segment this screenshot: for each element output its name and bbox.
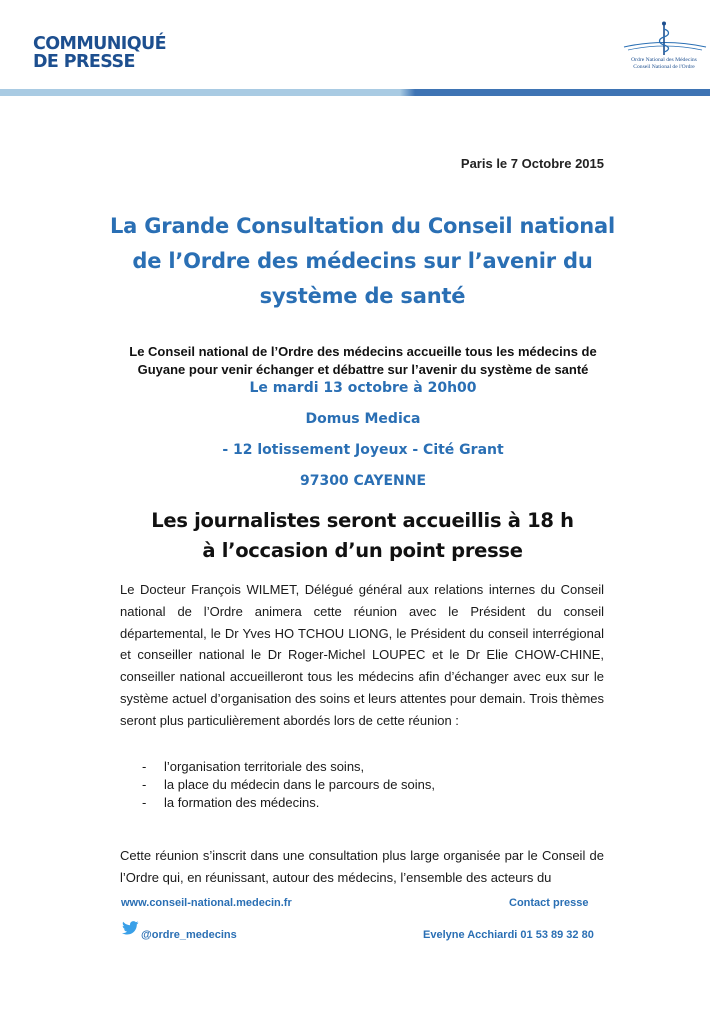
- event-city: 97300 CAYENNE: [299, 473, 427, 489]
- list-dash: -: [142, 777, 147, 792]
- themes-list: [142, 758, 562, 812]
- list-item-text: la formation des médecins.: [164, 795, 320, 810]
- list-item: [142, 776, 562, 794]
- header-color-band: [0, 89, 725, 96]
- event-date: Le mardi 13 octobre à 20h00: [249, 380, 477, 396]
- contact-presse-label: Contact presse: [509, 897, 589, 909]
- journalists-heading: [110, 506, 615, 566]
- journalists-heading-line-2: à l’occasion d’un point presse: [202, 539, 523, 562]
- journalists-heading-line-1: Les journalistes seront accueillis à 18 h: [151, 509, 574, 532]
- intro-paragraph: Le Conseil national de l’Ordre des médecins accueille tous les médecins de Guyane pour venir échanger et débattre sur l’avenir du système de santé: [129, 344, 597, 377]
- logo-caption-line-1: Ordre National des Médecins: [631, 57, 697, 63]
- list-item: [142, 794, 562, 812]
- event-address: - 12 lotissement Joyeux - Cité Grant: [222, 442, 504, 458]
- caduceus-icon: [618, 20, 710, 58]
- website-link[interactable]: www.conseil-national.medecin.fr: [121, 897, 292, 909]
- logo-caption-line-2: Conseil National de l'Ordre: [633, 64, 695, 70]
- masthead-line-1: COMMUNIQUÉ: [33, 34, 166, 54]
- list-dash: -: [142, 795, 147, 810]
- twitter-handle-link[interactable]: @ordre_medecins: [141, 929, 237, 941]
- twitter-bird-icon: [122, 921, 139, 935]
- masthead: [33, 36, 183, 71]
- closing-paragraph: Cette réunion s’inscrit dans une consultation plus large organisée par le Conseil de l’Ordre qui, en réunissant, autour des médecins, l’ensemble des acteurs du: [120, 848, 604, 885]
- list-item-text: l’organisation territoriale des soins,: [164, 759, 365, 774]
- dateline: Paris le 7 Octobre 2015: [460, 156, 604, 171]
- contact-name-phone: Evelyne Acchiardi 01 53 89 32 80: [423, 929, 594, 941]
- page-title: La Grande Consultation du Conseil national de l’Ordre des médecins sur l’avenir du système de santé: [110, 214, 615, 308]
- list-dash: -: [142, 759, 147, 774]
- event-venue: Domus Medica: [305, 411, 421, 427]
- list-item-text: la place du médecin dans le parcours de soins,: [164, 777, 435, 792]
- ordre-medecins-logo: [618, 20, 710, 80]
- list-item: [142, 758, 562, 776]
- body-paragraph: Le Docteur François WILMET, Délégué général aux relations internes du Conseil national de l’Ordre animera cette réunion avec le Président du conseil départemental, le Dr Yves HO TCHOU LIONG, le Président du conseil interrégional et conseiller national le Dr Roger-Michel LOUPEC et le Dr Elie CHOW-CHINE, conseiller national accueilleront tous les médecins afin d’échanger avec eux sur le système actuel d’organisation des soins et leurs attentes pour demain. Trois thèmes seront plus particulièrement abordés lors de cette réunion :: [120, 582, 604, 728]
- masthead-line-2: DE PRESSE: [33, 51, 135, 72]
